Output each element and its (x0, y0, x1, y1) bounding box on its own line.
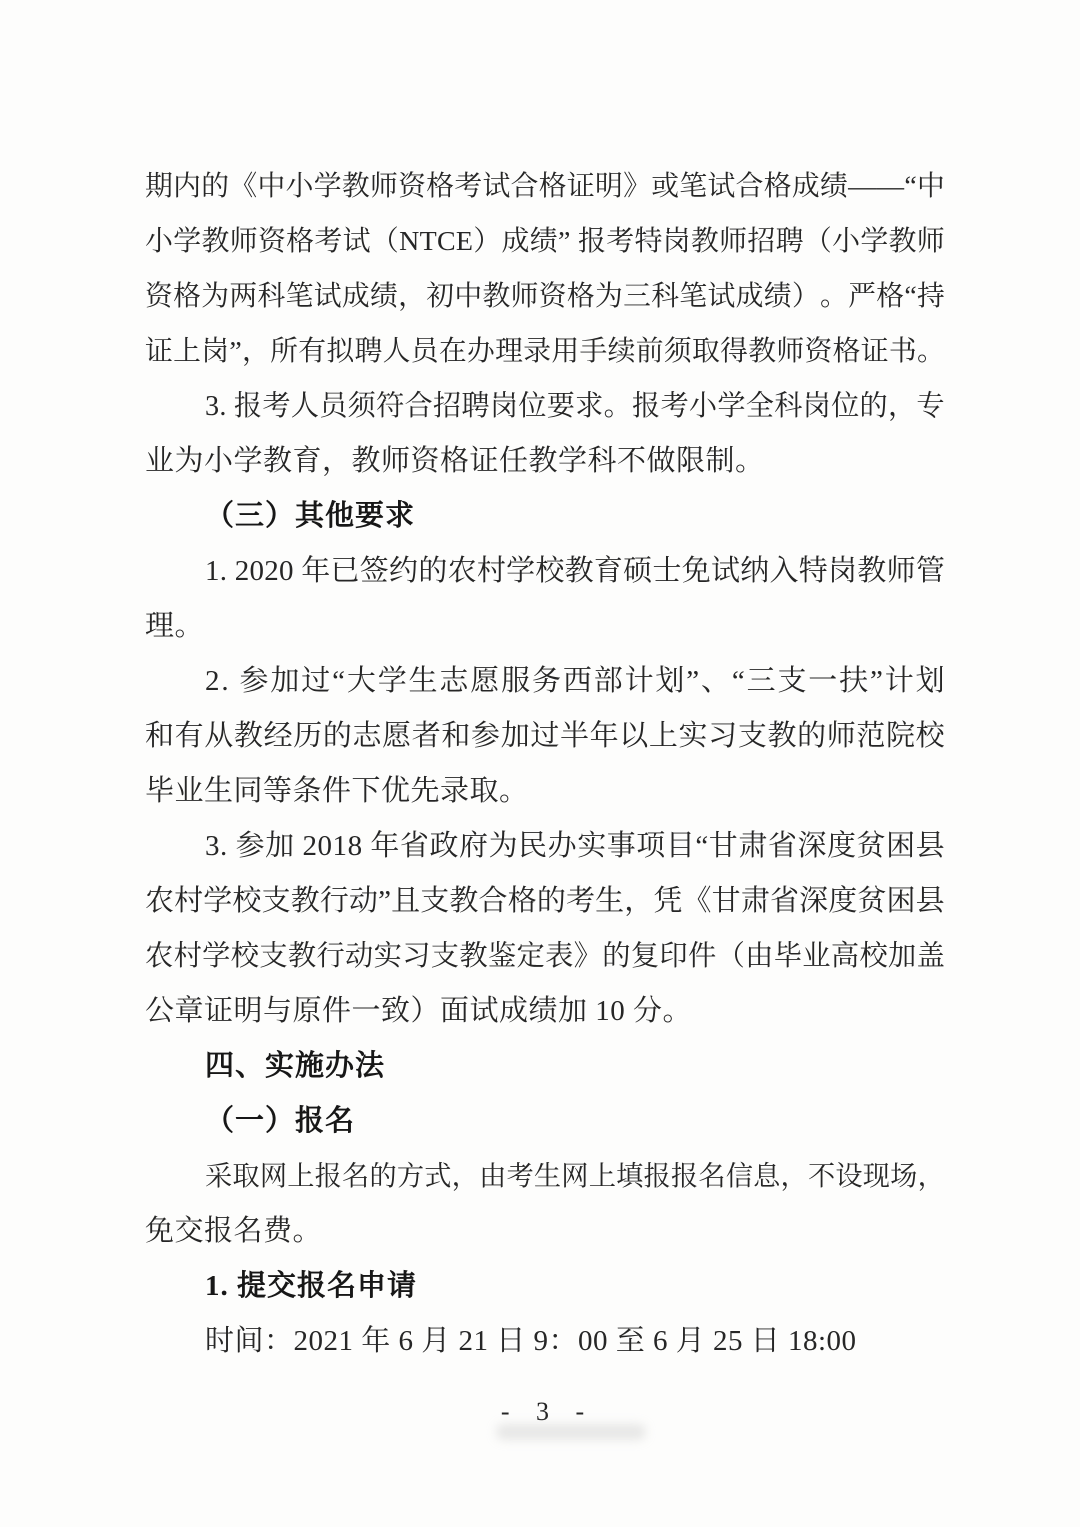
text-line: 农 村 学 校 支 教 行 动 实 习 支 教 鉴 定 表 》 的 复 印 件 （ 由 毕 业 高 校 加 盖 (145, 941, 945, 972)
text-line: 3 . 报 考 人 员 须 符 合 招 聘 岗 位 要 求 。 报 考 小 学 全 科 岗 位 的 ， 专 (205, 391, 945, 422)
text-line: 和 有 从 教 经 历 的 志 愿 者 和 参 加 过 半 年 以 上 实 习 支 教 的 师 范 院 校 (145, 720, 945, 752)
text-line: 2 . 参 加 过 “ 大 学 生 志 愿 服 务 西 部 计 划 ” 、 “ 三 支 一 扶 ” 计 划 (205, 665, 945, 697)
text-line: 免交报名费。 (145, 1215, 323, 1247)
page-number: - 3 - (500, 1397, 590, 1426)
text-line: 业为小学教育，教师资格证任教学科不做限制。 (145, 445, 765, 477)
text-line: 期 内 的 《 中 小 学 教 师 资 格 考 试 合 格 证 明 》 或 笔 试 合 格 成 绩 — — “ 中 (145, 171, 945, 202)
text-line: 理。 (145, 610, 205, 642)
text-line: 资 格 为 两 科 笔 试 成 绩 ， 初 中 教 师 资 格 为 三 科 笔 试 成 绩 ） 。 严 格 “ 持 (145, 281, 945, 312)
text-line: 农 村 学 校 支 教 行 动 ” 且 支 教 合 格 的 考 生 ， 凭 《 甘 肃 省 深 度 贫 困 县 (145, 885, 945, 917)
text-line: 毕业生同等条件下优先录取。 (145, 775, 529, 807)
document-body (145, 159, 945, 1369)
text-line: 3 . 参 加 2 0 1 8 年 省 政 府 为 民 办 实 事 项 目 “ 甘 肃 省 深 度 贫 困 县 (205, 830, 945, 862)
heading-line: 四、实施办法 (205, 1050, 386, 1082)
text-line: 小 学 教 师 资 格 考 试 （ N T C E ） 成 绩 ” 报 考 特 岗 教 师 招 聘 （ 小 学 教 师 (145, 226, 945, 257)
text-line: 公章证明与原件一致）面试成绩加 10 分。 (145, 995, 693, 1027)
text-line: 时间：2021 年 6 月 21 日 9：00 至 6 月 25 日 18:00 (205, 1325, 857, 1357)
text-line: 1 . 2 0 2 0 年 已 签 约 的 农 村 学 校 教 育 硕 士 免 试 纳 入 特 岗 教 师 管 (205, 555, 945, 587)
heading-line: 1. 提交报名申请 (205, 1270, 418, 1302)
heading-line: （一）报名 (205, 1105, 356, 1137)
scan-smudge (496, 1424, 646, 1440)
text-line: 采 取 网 上 报 名 的 方 式 ， 由 考 生 网 上 填 报 报 名 信 息 ， 不 设 现 场 ， (205, 1161, 945, 1191)
text-line: 证 上 岗 ” ， 所 有 拟 聘 人 员 在 办 理 录 用 手 续 前 须 取 得 教 师 资 格 证 书 。 (145, 336, 945, 367)
heading-line: （三）其他要求 (205, 500, 416, 532)
